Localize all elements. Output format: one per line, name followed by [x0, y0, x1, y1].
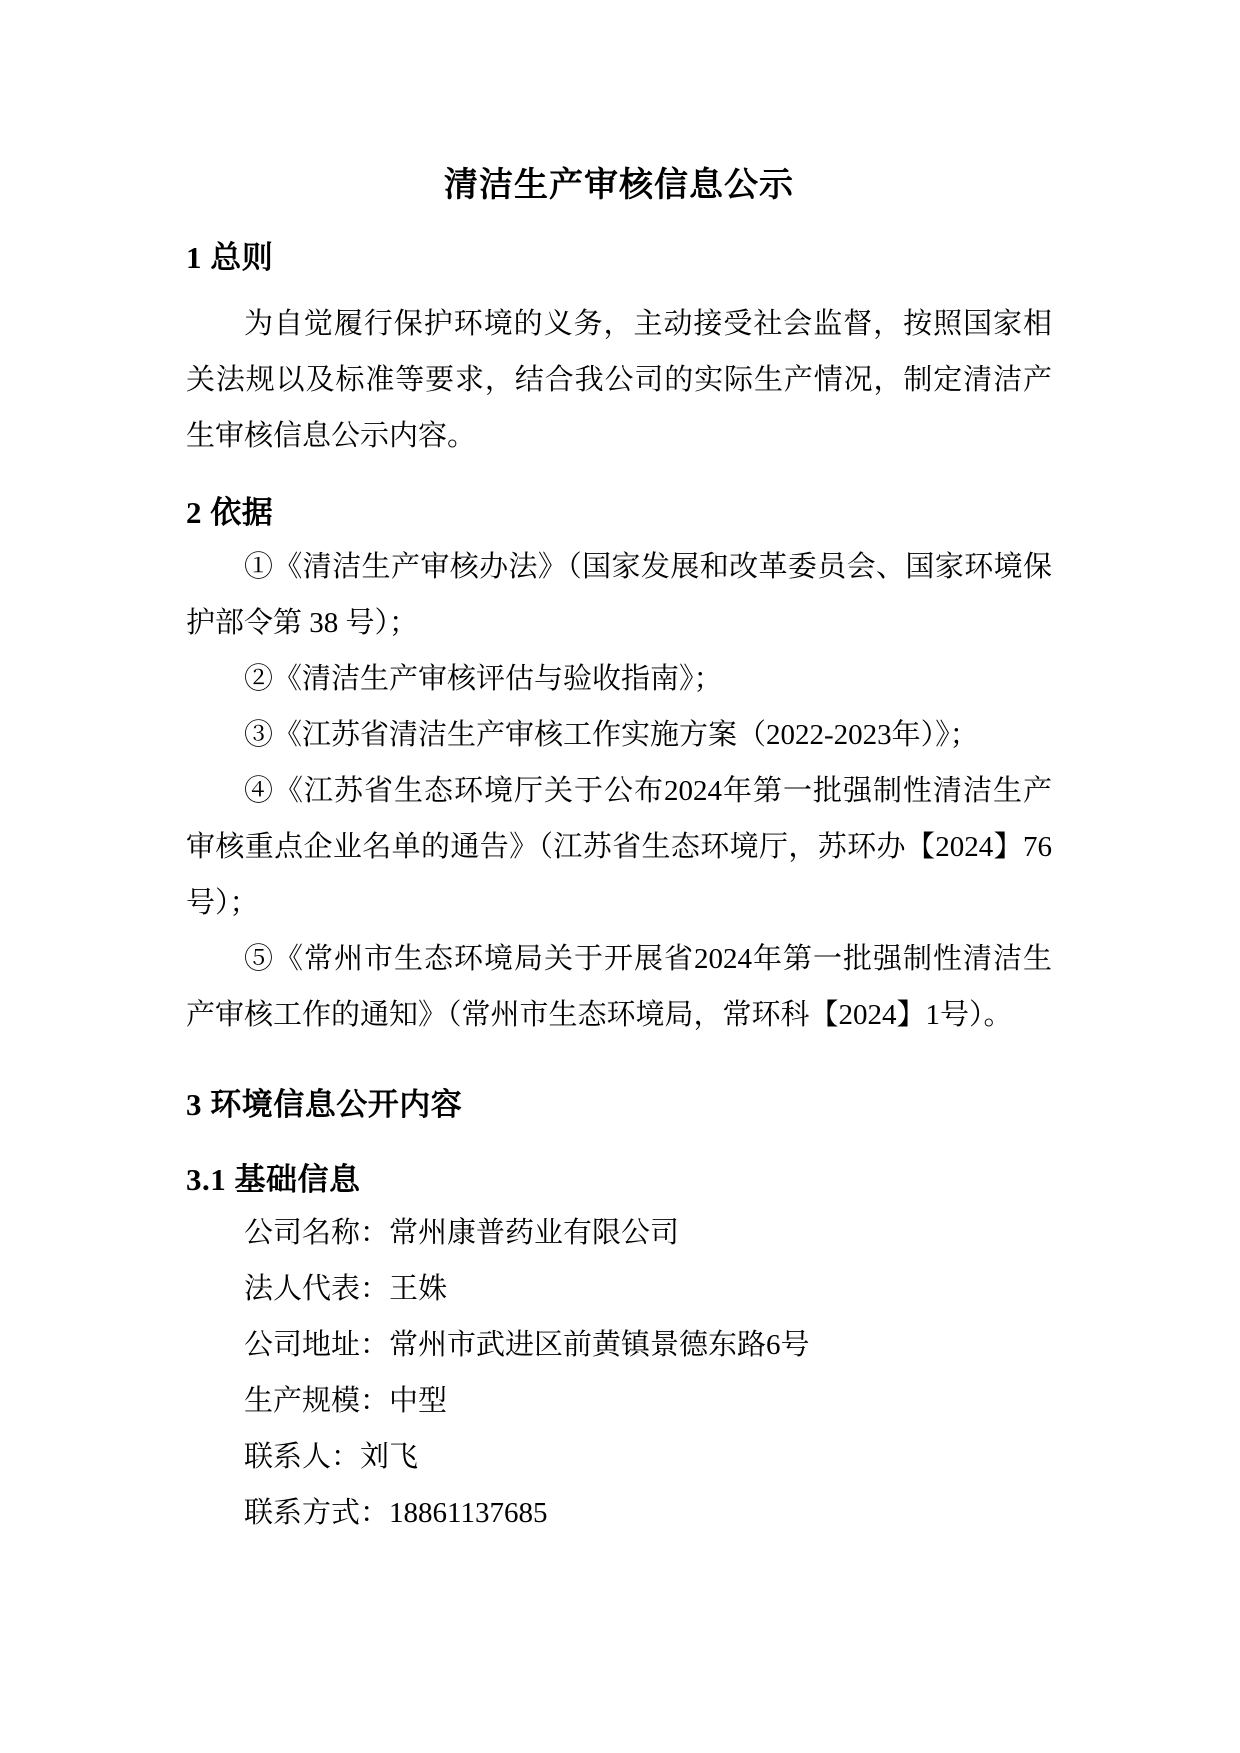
document-title: 清洁生产审核信息公示 [444, 167, 794, 204]
info-line-company-address [186, 1317, 1052, 1373]
heading-basic-info: 3.1 基础信息 [186, 1162, 361, 1197]
heading-environment-info-disclosure: 3 环境信息公开内容 [186, 1087, 463, 1122]
basis-item-5: ⑤《常州市生态环境局关于开展省2024年第一批强制性清洁生产审核工作的通知》（常州市生态环境局，常环科【2024】1号）。 [186, 943, 1052, 1031]
heading-basis: 2 依据 [186, 495, 274, 530]
contact-person-label: 联系人： [244, 1441, 361, 1473]
contact-number-value: 18861137685 [389, 1497, 548, 1529]
basic-info-list [186, 1205, 1052, 1541]
heading-general-rules: 1 总则 [186, 240, 274, 275]
company-name-label: 公司名称： [244, 1217, 390, 1249]
contact-person-value: 刘飞 [360, 1441, 419, 1473]
info-line-production-scale [186, 1373, 1052, 1429]
production-scale-label: 生产规模： [244, 1385, 390, 1417]
legal-representative-value: 王姝 [389, 1273, 448, 1305]
info-line-contact-person [186, 1429, 1052, 1485]
basis-item-3: ③《江苏省清洁生产审核工作实施方案（2022-2023年）》； [244, 719, 979, 751]
basis-item-1: ①《清洁生产审核办法》（国家发展和改革委员会、国家环境保护部令第 38 号）； [186, 551, 1052, 639]
info-line-company-name [186, 1205, 1052, 1261]
basis-item-4: ④《江苏省生态环境厅关于公布2024年第一批强制性清洁生产审核重点企业名单的通告》（江苏省生态环境厅，苏环办【2024】76号）； [186, 775, 1052, 919]
company-address-label: 公司地址： [244, 1329, 390, 1361]
info-line-legal-representative [186, 1261, 1052, 1317]
info-line-contact-number [186, 1485, 1052, 1541]
basis-item-2: ②《清洁生产审核评估与验收指南》； [244, 663, 723, 695]
company-name-value: 常州康普药业有限公司 [389, 1217, 680, 1249]
paragraph-general-rules: 为自觉履行保护环境的义务，主动接受社会监督，按照国家相关法规以及标准等要求，结合我公司的实际生产情况，制定清洁产生审核信息公示内容。 [186, 308, 1052, 452]
basis-item-list [186, 539, 1052, 1043]
contact-number-label: 联系方式： [244, 1497, 390, 1529]
company-address-value: 常州市武进区前黄镇景德东路6号 [389, 1329, 810, 1361]
production-scale-value: 中型 [389, 1385, 448, 1417]
legal-representative-label: 法人代表： [244, 1273, 390, 1305]
